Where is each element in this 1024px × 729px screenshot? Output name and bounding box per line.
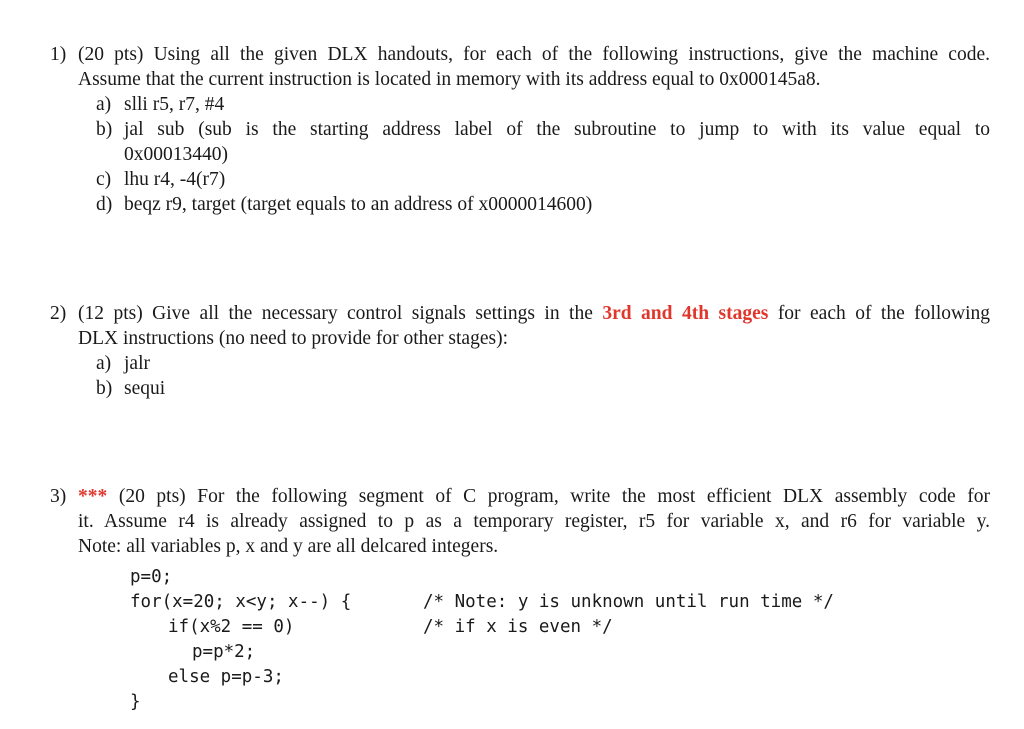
q1-item-d-text: beqz r9, target (target equals to an address of x0000014600) [124, 194, 593, 215]
code-line-2: for(x=20; x<y; x--) { [130, 592, 352, 612]
q3-line-2 [50, 509, 990, 534]
q2-line1-post: for each of the following [777, 303, 991, 324]
q3-line-3 [50, 534, 990, 559]
q1-item-b-cont-text: 0x00013440) [124, 144, 228, 165]
q1-item-d [50, 192, 990, 217]
q2-stages-highlight: 3rd and 4th stages [602, 303, 769, 324]
code-line-4: p=p*2; [192, 642, 256, 662]
question-3 [50, 484, 990, 559]
question-2 [50, 301, 990, 401]
code-line-3: if(x%2 == 0) [168, 617, 295, 637]
q1-line1-text: (20 pts) Using all the given DLX handouts, for each of the following instructions, give the machine code. [78, 44, 990, 65]
q2-line1-pre: (12 pts) Give all the necessary control signals settings in the [78, 303, 593, 324]
code-line-1: p=0; [130, 567, 173, 587]
q1-item-d-label: d) [96, 194, 113, 215]
q2-line2-text: DLX instructions (no need to provide for other stages): [78, 328, 508, 349]
q3-line-1 [50, 484, 990, 509]
q2-item-a-label: a) [96, 353, 112, 374]
code-comment-1: /* Note: y is unknown until run time */ [423, 592, 834, 612]
q2-item-b [50, 376, 990, 401]
q1-item-c [50, 167, 990, 192]
q2-line-2 [50, 326, 990, 351]
code-comment-2: /* if x is even */ [423, 617, 613, 637]
q3-number: 3) [50, 486, 67, 507]
q2-item-a [50, 351, 990, 376]
q1-item-b-label: b) [96, 119, 113, 140]
code-line-5: else p=p-3; [168, 667, 284, 687]
q1-item-b-text: jal sub (sub is the starting address label of the subroutine to jump to with its value equal to [124, 119, 990, 140]
q2-item-b-label: b) [96, 378, 113, 399]
q2-item-a-text: jalr [124, 353, 150, 374]
q3-line3-text: Note: all variables p, x and y are all delcared integers. [78, 536, 499, 557]
q1-item-a-text: slli r5, r7, #4 [124, 94, 225, 115]
q2-line-1 [50, 301, 990, 326]
q1-item-b-continuation [50, 142, 990, 167]
q1-item-a-label: a) [96, 94, 112, 115]
q3-line2-text: it. Assume r4 is already assigned to p as a temporary register, r5 for variable x, and r6 for variable y. [78, 511, 990, 532]
q1-item-a [50, 92, 990, 117]
q1-item-c-text: lhu r4, -4(r7) [124, 169, 226, 190]
question-1 [50, 42, 990, 217]
q1-line-2 [50, 67, 990, 92]
q1-item-c-label: c) [96, 169, 112, 190]
q1-item-b [50, 117, 990, 142]
q1-number: 1) [50, 44, 67, 65]
q1-line2-text: Assume that the current instruction is located in memory with its address equal to 0x000145a8. [78, 69, 821, 90]
code-line-6: } [130, 692, 141, 712]
q3-stars: *** [78, 486, 108, 507]
q2-number: 2) [50, 303, 67, 324]
q1-line-1 [50, 42, 990, 67]
q3-line1-text: (20 pts) For the following segment of C program, write the most efficient DLX assembly code for [118, 486, 990, 507]
q2-item-b-text: sequi [124, 378, 166, 399]
